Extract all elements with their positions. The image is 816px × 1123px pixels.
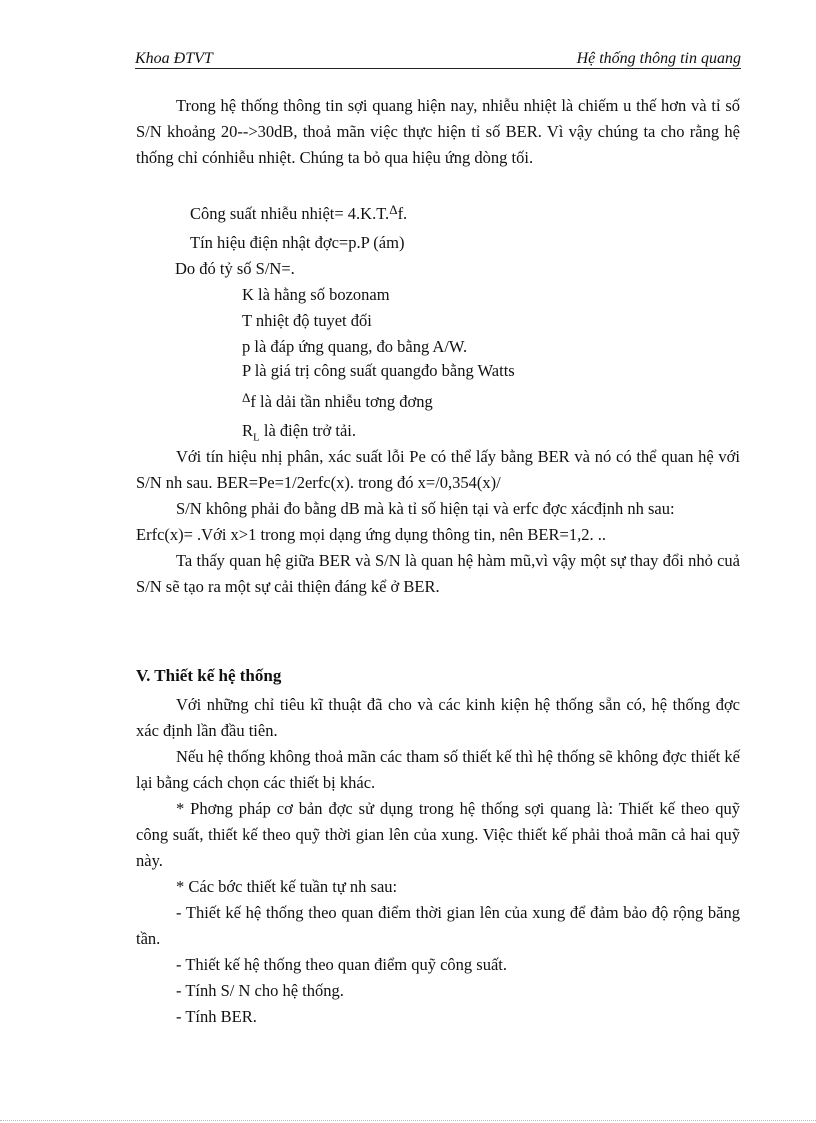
definition-bandwidth [242, 392, 433, 412]
header-right: Hệ thống thông tin quang [576, 50, 741, 67]
delta-symbol: Δ [389, 202, 398, 217]
delta-symbol: Δ [242, 390, 251, 405]
page-header [135, 48, 741, 69]
formula-noise-suffix: f. [397, 204, 408, 223]
paragraph-2-text: Với tín hiệu nhị phân, xác suất lỗi Pe có thể lấy bằng BER và nó có thể quan hệ với S/N nh sau. BER=Pe=1/2erfc(x). trong đó x=/0,354(x)/ [136, 447, 740, 492]
paragraph-10-text: - Thiết kế hệ thống theo quan điểm thời gian lên của xung để đảm bảo độ rộng băng tần. [136, 903, 740, 948]
section-heading: V. Thiết kế hệ thống [136, 666, 282, 685]
list-item-3: - Tính BER. [176, 1007, 257, 1026]
header-left: Khoa ĐTVT [135, 50, 213, 67]
rl-subscript: L [253, 431, 260, 444]
page-footer-rule [0, 1120, 816, 1121]
formula-snr: Do đó tỷ số S/N=. [175, 259, 295, 278]
list-item-2: - Tính S/ N cho hệ thống. [176, 981, 344, 1000]
paragraph-1 [136, 93, 740, 171]
formula-signal: Tín hiệu điện nhật đợc=p.P (ám) [190, 233, 405, 252]
paragraph-1-text: Trong hệ thống thông tin sợi quang hiện nay, nhiễu nhiệt là chiếm u thế hơn và tỉ số S/N khoảng 20-->30dB, thoả mãn việc thực hiện tỉ số BER. Vì vậy chúng ta cho rằng hệ thống chỉ cónhiễu nhiệt. Chúng ta bỏ qua hiệu ứng dòng tối. [136, 96, 740, 167]
definition-t: T nhiệt độ tuyet đối [242, 311, 372, 330]
paragraph-section [136, 692, 740, 1030]
paragraph-5-text: Ta thấy quan hệ giữa BER và S/N là quan hệ hàm mũ,vì vậy một sự thay đổi nhỏ cuả S/N sẽ tạo ra một sự cải thiện đáng kể ở BER. [136, 551, 740, 596]
paragraph-9-text: * Các bớc thiết kế tuần tự nh sau: [176, 877, 398, 896]
formula-noise-power [190, 204, 407, 224]
definition-power: P là giá trị công suất quangđo bằng Watts [242, 361, 515, 380]
definition-p: p là đáp ứng quang, đo bằng A/W. [242, 337, 468, 356]
paragraph-3-text: S/N không phải đo bằng dB mà kà tỉ số hiện tại và erfc đợc xácđịnh nh sau: [176, 499, 675, 518]
paragraph-7-text: Nếu hệ thống không thoả mãn các tham số thiết kế thì hệ thống sẽ không đợc thiết kế lại bằng cách chọn các thiết bị khác. [136, 747, 740, 792]
paragraph-6-text: Với những chỉ tiêu kĩ thuật đã cho và các kinh kiện hệ thống sẵn có, hệ thống đợc xác định lần đầu tiên. [136, 695, 740, 740]
paragraph-8-text: * Phơng pháp cơ bản đợc sử dụng trong hệ thống sợi quang là: Thiết kế theo quỹ công suất, thiết kế theo quỹ thời gian lên của xung. Việc thiết kế phải thoả mãn cả hai quỹ này. [136, 799, 740, 870]
rl-text: là điện trở tải. [259, 421, 356, 440]
definition-rl [242, 421, 356, 443]
paragraph-2 [136, 444, 740, 600]
paragraph-4-text: Erfc(x)= .Với x>1 trong mọi dạng ứng dụng thông tin, nên BER=1,2. .. [136, 525, 606, 544]
formula-noise-prefix: Công suất nhiễu nhiệt= 4.K.T. [190, 204, 390, 223]
definition-bandwidth-text: f là dải tần nhiễu tơng đơng [250, 392, 433, 411]
list-item-1: - Thiết kế hệ thống theo quan điểm quỹ công suất. [176, 955, 507, 974]
definition-k: K là hằng số bozonam [242, 285, 390, 304]
rl-symbol: R [242, 421, 254, 440]
